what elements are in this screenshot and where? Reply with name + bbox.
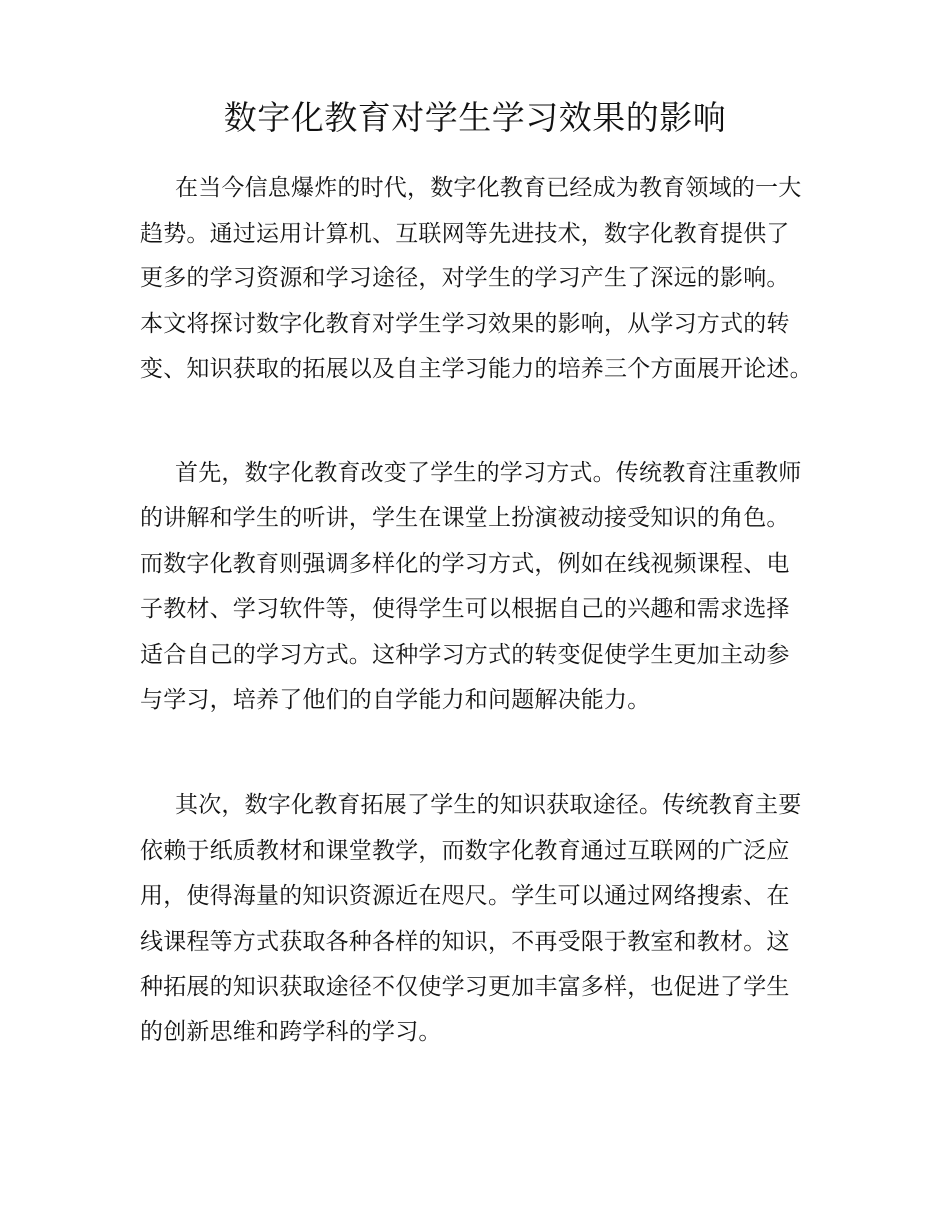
paragraph-line: 趋势。通过运用计算机、互联网等先进技术，数字化教育提供了: [140, 221, 790, 247]
paragraph-line: 用，使得海量的知识资源近在咫尺。学生可以通过网络搜索、在: [140, 883, 790, 909]
paragraph-line: 依赖于纸质教材和课堂教学，而数字化教育通过互联网的广泛应: [140, 838, 790, 864]
paragraph-line: 本文将探讨数字化教育对学生学习效果的影响，从学习方式的转: [140, 311, 790, 337]
paragraph-line: 更多的学习资源和学习途径，对学生的学习产生了深远的影响。: [140, 265, 790, 291]
document-title: 数字化教育对学生学习效果的影响: [223, 98, 727, 137]
paragraph-line: 而数字化教育则强调多样化的学习方式，例如在线视频课程、电: [140, 551, 790, 577]
paragraph-line: 子教材、学习软件等，使得学生可以根据自己的兴趣和需求选择: [140, 596, 790, 622]
paragraph-line: 变、知识获取的拓展以及自主学习能力的培养三个方面展开论述。: [140, 356, 813, 382]
paragraph-line: 首先，数字化教育改变了学生的学习方式。传统教育注重教师: [175, 460, 802, 486]
paragraph-line: 在当今信息爆炸的时代，数字化教育已经成为教育领域的一大: [175, 175, 802, 201]
paragraph-line: 的讲解和学生的听讲，学生在课堂上扮演被动接受知识的角色。: [140, 505, 790, 531]
paragraph-line: 线课程等方式获取各种各样的知识，不再受限于教室和教材。这: [140, 929, 790, 955]
paragraph-line: 与学习，培养了他们的自学能力和问题解决能力。: [140, 687, 651, 713]
paragraph-line: 适合自己的学习方式。这种学习方式的转变促使学生更加主动参: [140, 642, 790, 668]
paragraph-line: 种拓展的知识获取途径不仅使学习更加丰富多样，也促进了学生: [140, 974, 790, 1000]
paragraph-line: 其次，数字化教育拓展了学生的知识获取途径。传统教育主要: [175, 792, 802, 818]
paragraph-line: 的创新思维和跨学科的学习。: [140, 1019, 442, 1045]
